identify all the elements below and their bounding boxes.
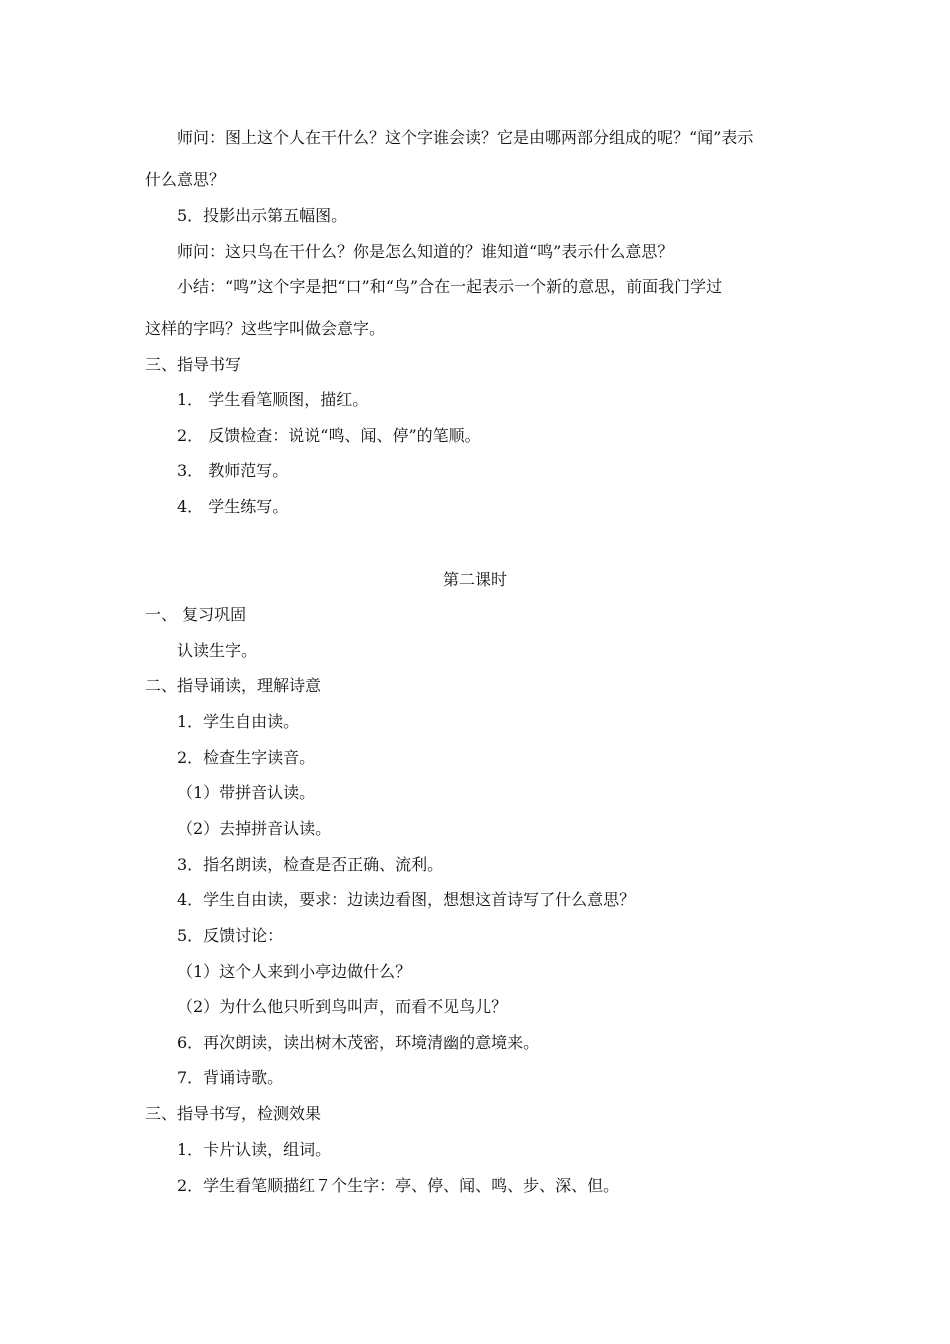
list-item: 2． 反馈检查：说说“鸣、闻、停”的笔顺。 [177,426,481,445]
paragraph-line: 认读生字。 [177,641,258,660]
paragraph-line: 师问：图上这个人在干什么？这个字谁会读？它是由哪两部分组成的呢？“闻”表示 [177,128,754,147]
list-item: 2．学生看笔顺描红７个生字：亭、停、闻、鸣、步、深、但。 [177,1176,620,1195]
list-item: 5．投影出示第五幅图。 [177,206,348,225]
sub-list-item: （2）为什么他只听到鸟叫声，而看不见鸟儿？ [177,997,508,1016]
sub-list-item: （2）去掉拼音认读。 [177,819,332,838]
list-item: 4． 学生练写。 [177,497,289,516]
list-item: 2．检查生字读音。 [177,748,316,767]
lesson-title: 第二课时 [442,570,507,589]
list-item: 4．学生自由读，要求：边读边看图，想想这首诗写了什么意思？ [177,890,636,909]
paragraph-line: 师问：这只鸟在干什么？你是怎么知道的？谁知道“鸣”表示什么意思？ [177,242,674,261]
sub-list-item: （1）带拼音认读。 [177,783,316,802]
list-item: 6．再次朗读，读出树木茂密，环境清幽的意境来。 [177,1033,540,1052]
list-item: 3． 教师范写。 [177,461,289,480]
section-heading: 二、指导诵读，理解诗意 [145,676,322,695]
list-item: 7．背诵诗歌。 [177,1068,284,1087]
section-heading: 三、指导书写，检测效果 [145,1104,322,1123]
paragraph-line: 这样的字吗？这些字叫做会意字。 [145,319,386,338]
list-item: 3．指名朗读，检查是否正确、流利。 [177,855,444,874]
sub-list-item: （1）这个人来到小亭边做什么？ [177,962,412,981]
list-item: 1．学生自由读。 [177,712,300,731]
paragraph-line: 什么意思？ [145,170,226,189]
list-item: 1． 学生看笔顺图，描红。 [177,390,369,409]
list-item: 5．反馈讨论： [177,926,284,945]
list-item: 1．卡片认读，组词。 [177,1140,332,1159]
paragraph-line: 小结：“鸣”这个字是把“口”和“鸟”合在一起表示一个新的意思，前面我门学过 [177,277,723,296]
section-heading: 一、 复习巩固 [145,605,247,624]
section-heading: 三、指导书写 [145,355,242,374]
